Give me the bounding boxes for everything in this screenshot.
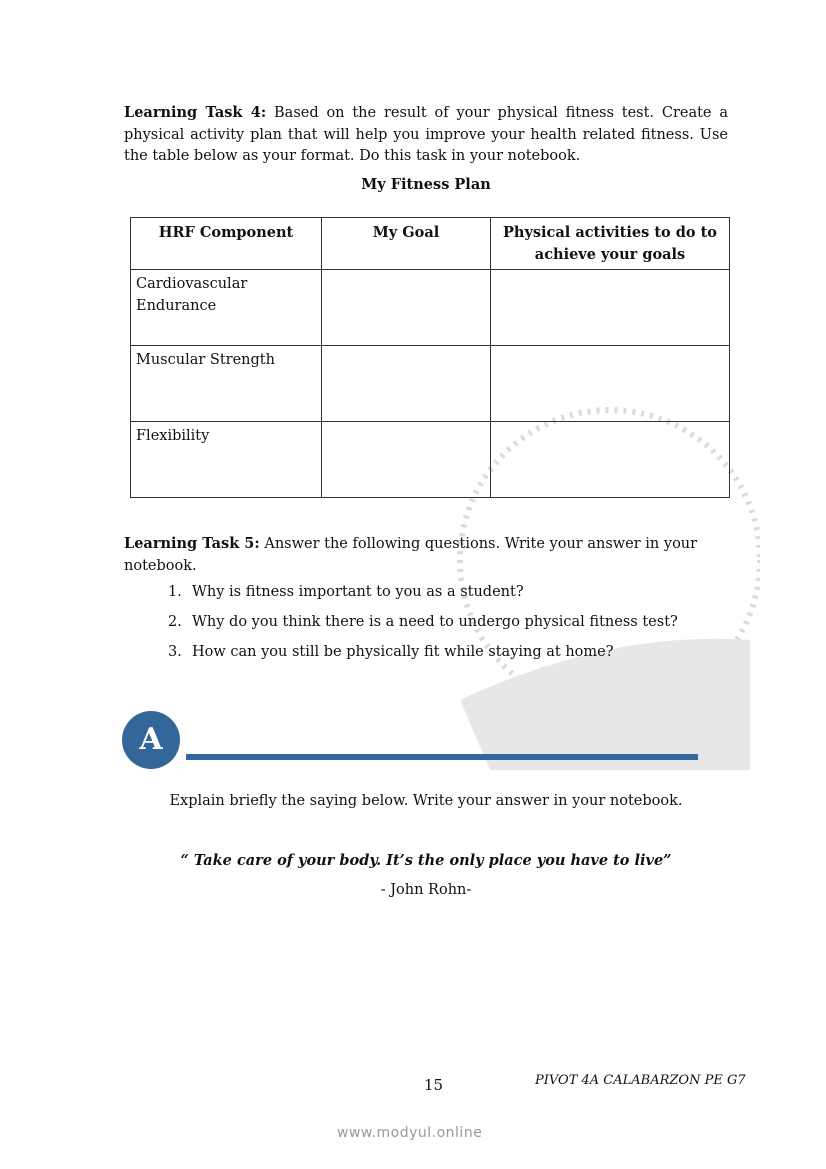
hrf-component-cell: Flexibility: [131, 422, 322, 498]
task-label: Learning Task 5:: [124, 535, 260, 552]
goal-cell: [322, 346, 491, 422]
table-row: [131, 346, 730, 422]
goal-cell: [322, 270, 491, 346]
activities-cell: [491, 422, 730, 498]
hrf-component-cell: Cardiovascular Endurance: [131, 270, 322, 346]
fitness-plan-table: [130, 217, 730, 498]
question-number: 2.: [168, 614, 182, 630]
question-text: Why is fitness important to you as a student?: [192, 584, 524, 600]
task-text: Based on the result of your physical fitness test. Create a physical activity plan that will help you improve your health related fitness. Use the table below as your format. Do this task in your notebook.: [124, 105, 728, 164]
learning-task-5: [124, 533, 728, 577]
question-number: 3.: [168, 644, 182, 660]
learning-task-4: [124, 102, 728, 168]
page-number: 15: [424, 1076, 444, 1094]
site-watermark: www.modyul.online: [337, 1125, 483, 1141]
section-badge: A: [122, 711, 180, 769]
instruction-text: Explain briefly the saying below. Write your answer in your notebook.: [169, 793, 683, 809]
quote-author: - John Rohn-: [380, 882, 472, 898]
table-row: [131, 422, 730, 498]
question-number: 1.: [168, 584, 182, 600]
goal-cell: [322, 422, 491, 498]
table-row: [131, 270, 730, 346]
task-text: Answer the following questions. Write your answer in your notebook.: [124, 536, 698, 574]
activities-cell: [491, 270, 730, 346]
column-header: My Goal: [322, 218, 491, 270]
column-header: HRF Component: [131, 218, 322, 270]
quote-text: “ Take care of your body. It’s the only place you have to live”: [180, 852, 672, 869]
question-item: [168, 614, 678, 630]
hrf-component-cell: Muscular Strength: [131, 346, 322, 422]
question-item: [168, 644, 614, 660]
question-text: How can you still be physically fit while staying at home?: [192, 644, 614, 660]
task-label: Learning Task 4:: [124, 104, 267, 121]
table-title: My Fitness Plan: [361, 176, 491, 193]
question-text: Why do you think there is a need to undergo physical fitness test?: [192, 614, 678, 630]
question-item: [168, 584, 524, 600]
section-divider: [186, 754, 698, 760]
table-header-row: [131, 218, 730, 270]
footer-title: PIVOT 4A CALABARZON PE G7: [535, 1073, 746, 1088]
activities-cell: [491, 346, 730, 422]
column-header: Physical activities to do to achieve your goals: [491, 218, 730, 270]
